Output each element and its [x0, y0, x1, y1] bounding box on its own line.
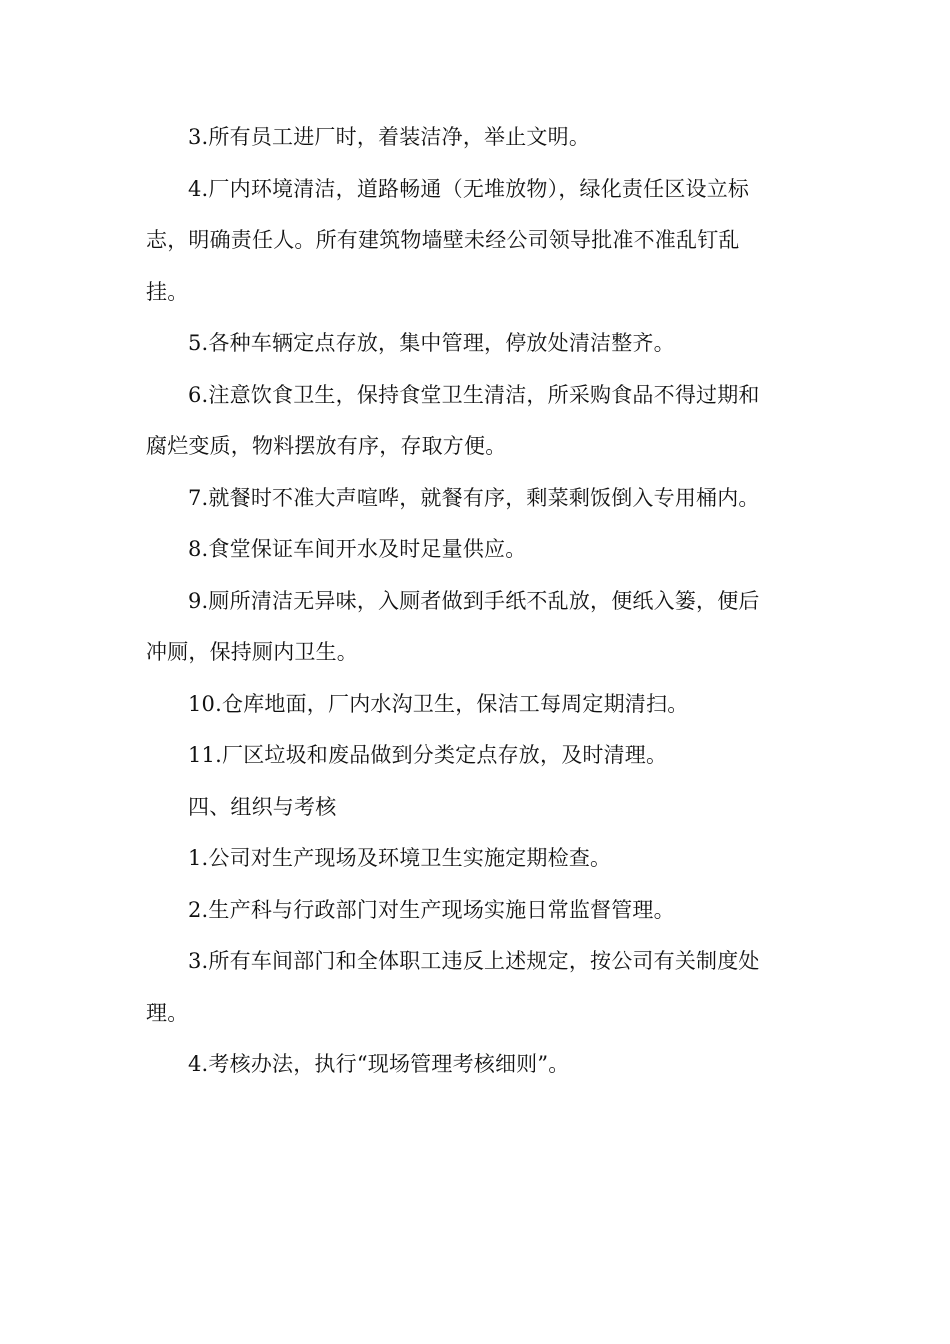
paragraph-assessment-4 [146, 1039, 792, 1091]
paragraph-line: 10.仓库地面，厂内水沟卫生，保洁工每周定期清扫。 [188, 691, 689, 716]
paragraph-line: 6.注意饮食卫生，保持食堂卫生清洁，所采购食品不得过期和 [188, 382, 760, 407]
paragraph-line: 理。 [146, 1000, 189, 1025]
paragraph-line: 7.就餐时不准大声喧哗，就餐有序，剩菜剩饭倒入专用桶内。 [188, 485, 760, 510]
paragraph-rule-11 [146, 730, 792, 782]
paragraph-line: 1.公司对生产现场及环境卫生实施定期检查。 [188, 846, 612, 870]
paragraph-line: 3.所有员工进厂时，着装洁净，举止文明。 [188, 125, 591, 149]
paragraph-line: 11.厂区垃圾和废品做到分类定点存放，及时清理。 [188, 743, 668, 767]
paragraph-line: 3.所有车间部门和全体职工违反上述规定，按公司有关制度处 [188, 949, 760, 973]
document-body [146, 112, 792, 1091]
paragraph-rule-4 [146, 164, 792, 319]
paragraph-rule-3 [146, 112, 792, 164]
paragraph-rule-6 [146, 370, 792, 473]
paragraph-line: 4.厂内环境清洁，道路畅通（无堆放物），绿化责任区设立标 [188, 176, 750, 201]
paragraph-line: 5.各种车辆定点存放，集中管理，停放处清洁整齐。 [188, 331, 675, 355]
paragraph-rule-8 [146, 524, 792, 576]
paragraph-line: 4.考核办法，执行“现场管理考核细则”。 [188, 1052, 570, 1076]
paragraph-line: 9.厕所清洁无异味，入厕者做到手纸不乱放，便纸入篓，便后 [188, 588, 760, 613]
section-heading [146, 782, 792, 834]
paragraph-rule-9 [146, 576, 792, 679]
paragraph-assessment-3 [146, 936, 792, 1039]
paragraph-line: 8.食堂保证车间开水及时足量供应。 [188, 537, 527, 561]
section-heading-text: 四、组织与考核 [188, 794, 337, 819]
paragraph-line: 腐烂变质，物料摆放有序，存取方便。 [146, 434, 507, 458]
paragraph-assessment-1 [146, 833, 792, 885]
paragraph-rule-10 [146, 679, 792, 731]
paragraph-assessment-2 [146, 885, 792, 937]
paragraph-rule-5 [146, 318, 792, 370]
paragraph-line: 冲厕，保持厕内卫生。 [146, 640, 358, 664]
paragraph-line: 挂。 [146, 279, 189, 304]
paragraph-line: 2.生产科与行政部门对生产现场实施日常监督管理。 [188, 897, 675, 922]
paragraph-line: 志，明确责任人。所有建筑物墙壁未经公司领导批准不准乱钉乱 [146, 228, 740, 252]
paragraph-rule-7 [146, 473, 792, 525]
